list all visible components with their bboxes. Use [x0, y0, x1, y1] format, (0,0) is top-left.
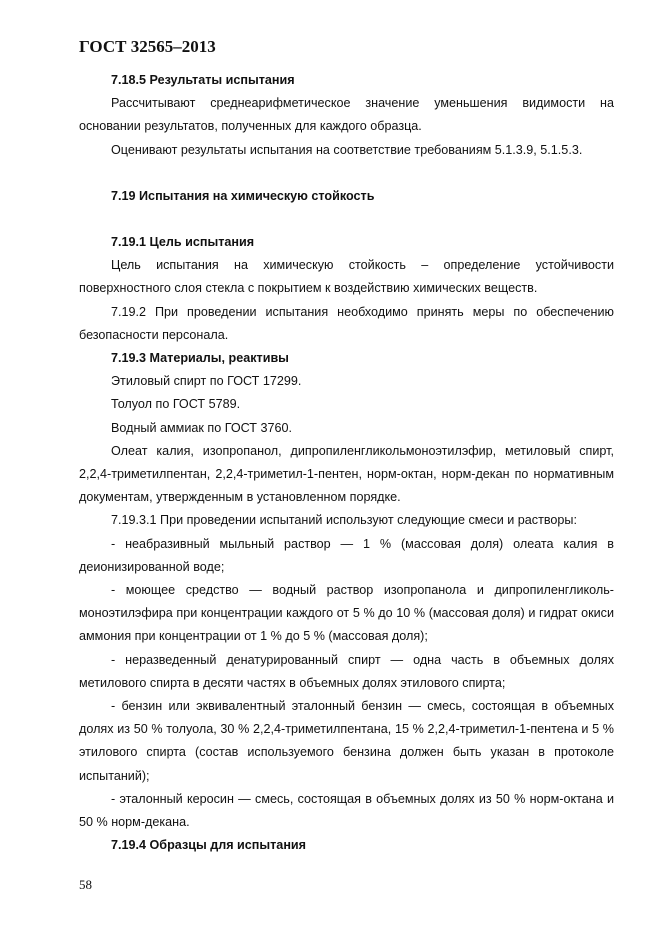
paragraph: 7.19.2 При проведении испытания необходимо принять меры по обеспечению безопасности персонала. [79, 304, 614, 342]
spacer [79, 162, 614, 185]
paragraph: Толуол по ГОСТ 5789. [111, 397, 241, 412]
list-item: - бензин или эквивалентный эталонный бензин — смесь, состоящая в объемных долях из 50 % толуола, 30 % 2,2,4-триметилпентана, 15 % 2,2,4-триметил-1-пентена и 5 % этилового спирта (состав используемого бензина должен быть указан в протоколе испытаний); [79, 699, 614, 783]
list-item: - неразведенный денатурированный спирт — одна часть в объемных долях метилового спирта в десяти частях в объемных долях этилового спирта; [79, 652, 614, 690]
paragraph: Цель испытания на химическую стойкость – определение устойчивости поверхностного слоя стекла с покрытием к воздействию химических веществ. [79, 258, 614, 296]
list-item: - эталонный керосин — смесь, состоящая в объемных долях из 50 % норм-октана и 50 % норм-декана. [79, 791, 614, 830]
section-heading-7-18-5: 7.18.5 Результаты испытания [111, 73, 295, 87]
paragraph: Рассчитывают среднеарифметическое значение уменьшения видимости на основании результатов, полученных для каждого образца. [79, 96, 614, 134]
paragraph: 7.19.3.1 При проведении испытаний используют следующие смеси и растворы: [111, 513, 577, 528]
paragraph: Этиловый спирт по ГОСТ 17299. [111, 374, 302, 389]
list-item: - моющее средство — водный раствор изопропанола и дипропиленгликоль-моноэтилэфира при концентрации каждого от 5 % до 10 % (массовая доля) и гидрат окиси аммония при концентрации от 1 % до 5 % (массовая доля); [79, 583, 614, 644]
section-heading-7-19-3: 7.19.3 Материалы, реактивы [111, 351, 289, 366]
section-heading-7-19-1: 7.19.1 Цель испытания [111, 235, 255, 250]
section-heading-7-19: 7.19 Испытания на химическую стойкость [111, 188, 375, 203]
paragraph: Оценивают результаты испытания на соответствие требованиям 5.1.3.9, 5.1.5.3. [111, 142, 583, 157]
document-body [79, 69, 614, 858]
page-number: 58 [79, 877, 92, 892]
section-heading-7-19-4: 7.19.4 Образцы для испытания [111, 838, 307, 853]
paragraph: Олеат калия, изопропанол, дипропиленгликольмоноэтилэфир, метиловый спирт, 2,2,4-триметилпентан, 2,2,4-триметил-1-пентен, норм-октан, норм-декан по нормативным документам, утвержденным в установленном порядке. [79, 443, 614, 505]
document-header: ГОСТ 32565–2013 [79, 37, 216, 56]
paragraph: Водный аммиак по ГОСТ 3760. [111, 420, 292, 435]
list-item: - неабразивный мыльный раствор — 1 % (массовая доля) олеата калия в деионизированной воде; [79, 536, 614, 574]
spacer [79, 208, 614, 231]
